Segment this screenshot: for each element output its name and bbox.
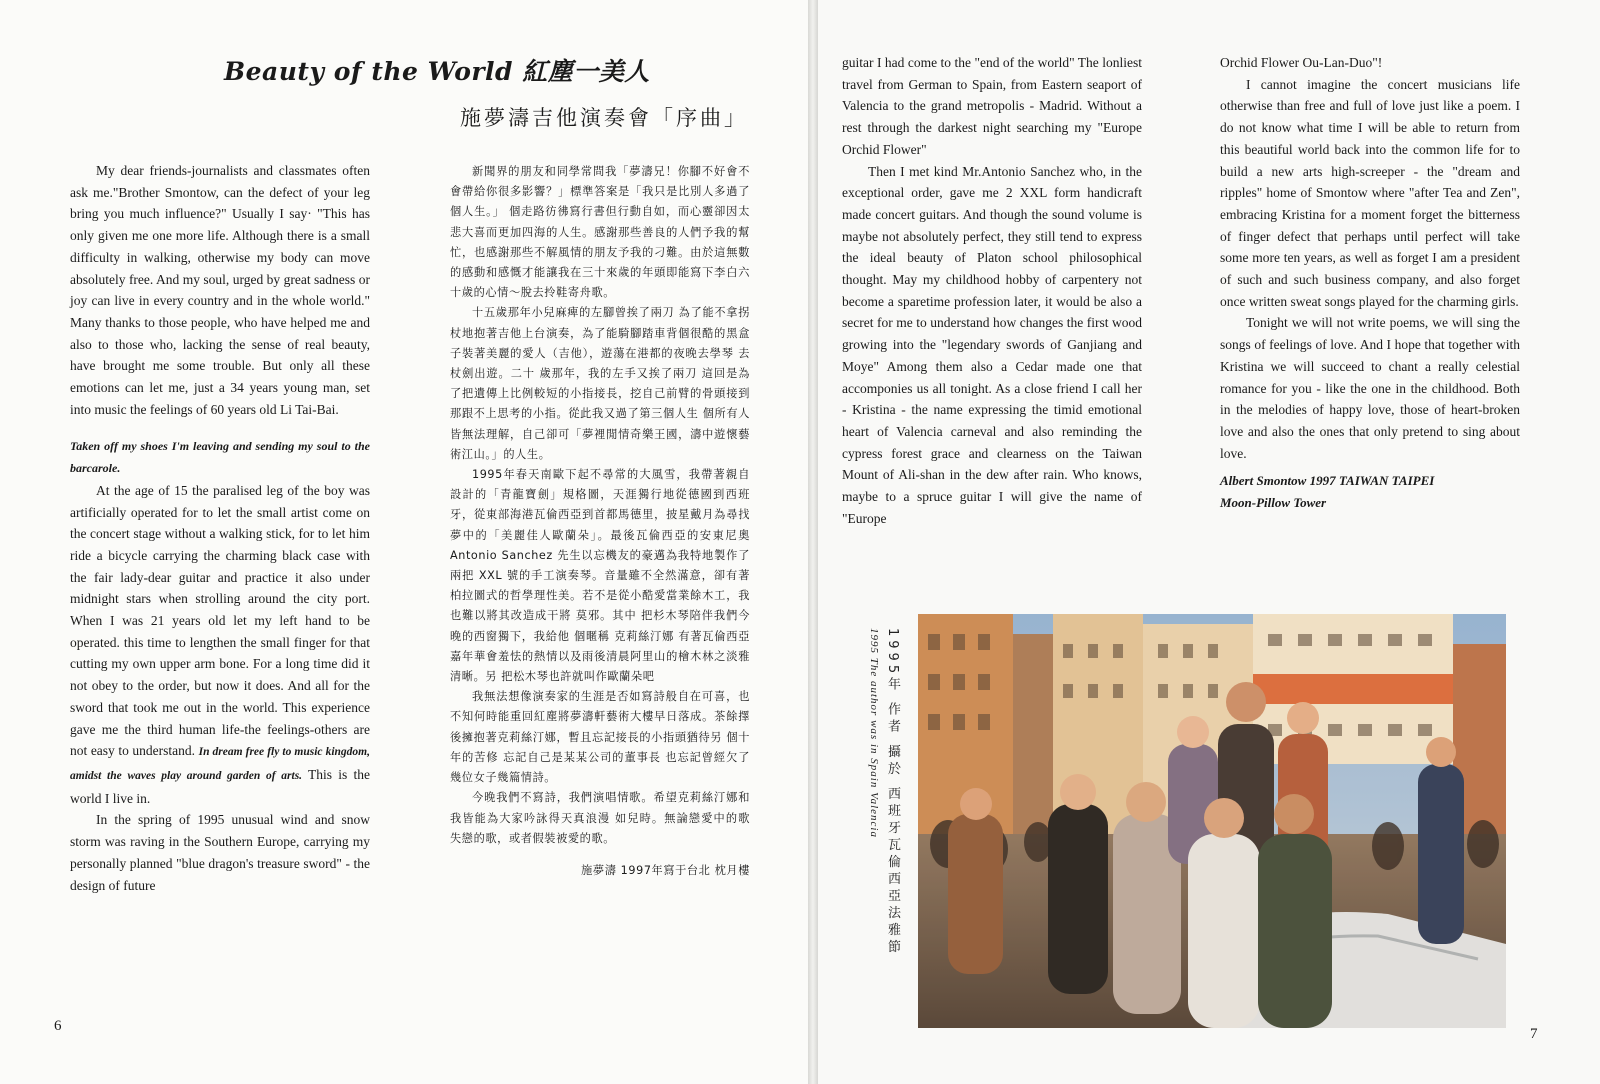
english-paragraph-2-text: At the age of 15 the paralised leg of the boy was artificially operated for to let the small artist come on the concert stage without a walking stick, for to let him ride a bicycle carrying the charming black case with the fair lady-dear guitar and practice it also under midnight stars when strolling around the city port. When I was 21 years old let my left hand to be operated. this time to lengthen the small finger for that cutting my own upper arm bone. For a long time did it not obey to the order, but now it does. And all for the sword that took me out in the world. This experience gave me the third human life-the feelings-others are not easy to understand.: [70, 482, 370, 759]
right-column-2: [1220, 52, 1520, 514]
book-spine: [808, 0, 818, 1084]
signature-line-1: Albert Smontow 1997 TAIWAN TAIPEI: [1220, 473, 1435, 489]
english-paragraph-2-emphasis: In dream free fly to music kingdom, amidst the waves play around garden of arts.: [70, 746, 370, 782]
photo-illustration: [918, 614, 1506, 1028]
english-column: [70, 160, 370, 896]
chinese-signature: 施夢濤 1997年寫于台北 枕月樓: [581, 863, 750, 877]
signature-line-2: Moon-Pillow Tower: [1220, 495, 1327, 511]
page-number-right: 7: [1530, 1026, 1538, 1042]
english-signature: [1220, 470, 1520, 514]
article-title: Beauty of the World 紅塵一美人: [224, 57, 650, 86]
right-paragraph-3: Orchid Flower Ou-Lan-Duo"!: [1220, 55, 1383, 70]
page-number-left: 6: [54, 1018, 62, 1034]
chinese-column: [450, 162, 750, 881]
photo-caption-chinese: 1995年 作者 攝於 西班牙瓦倫西亞法雅節: [885, 628, 900, 957]
chinese-paragraph-4: 我無法想像演奏家的生涯是否如寫詩般自在可喜，也不知何時能重回紅塵將夢濤軒藝術大樓早日落成。茶餘擇後擁抱著克莉絲汀娜，暫且忘記接長的小指頭猶待另 個十年的苦修 忘記自己是某某公司的董事長 也忘記曾經欠了幾位女子幾篇情詩。: [450, 690, 750, 785]
chinese-paragraph-5: 今晚我們不寫詩，我們演唱情歌。希望克莉絲汀娜和我皆能為大家吟詠得天真浪漫 如兒時。無論戀愛中的歌 失戀的歌，或者假裝被愛的歌。: [450, 791, 750, 845]
street-photo: [918, 614, 1506, 1028]
right-paragraph-4: I cannot imagine the concert musicians life otherwise than free and full of love just like a poem. I do not know what time I will be able to return from this beautiful world back into the common life for to build a new arts high-screeper - the "dream and ripples" home of Smontow where "after Tea and Zen", embracing Kristina for a moment forget the bitterness of finger defect that perhaps until perfect will take some more ten years, as well as forget I am a president of such and such business company, and also forget once written sweat songs played for the charming girls.: [1220, 76, 1520, 309]
chinese-paragraph-2: 十五歲那年小兒麻痺的左腳曾挨了兩刀 為了能不拿拐杖地抱著吉他上台演奏，為了能騎腳踏車背個很酷的黑盒子裝著美麗的愛人（吉他），遊蕩在港都的夜晚去學琴 去杖劍出遊。二十 歲那年，我的左手又挨了兩刀 這回是為了把遺傳上比例較短的小指接長，挖自己前臂的骨頭接到那跟不上思考的小指。從此我又過了第三個人生 個所有人皆無法理解，自己卻可「夢裡閒情奇樂王國，濤中遊懷藝術江山。」的人生。: [450, 306, 750, 461]
photo-caption-english: 1995 The author was in Spain Valencia: [868, 628, 880, 838]
chinese-paragraph-3: 1995年春天南歐下起不尋常的大風雪，我帶著親自設計的「青龍寶劍」規格圖，天涯獨行地從德國到西班牙，從東部海港瓦倫西亞到首都馬德里，披星戴月為尋找夢中的「美麗佳人歐蘭朵」。最後瓦倫西亞的安東尼奧 Antonio Sanchez 先生以忘機友的豪邁為我特地製作了兩把 XXL 號的手工演奏琴。音量雖不全然滿意，卻有著柏拉圖式的哲學理性美。若不是從小酷愛當業餘木工，我也難以將其改造成干將 莫邪。其中 把杉木琴陪伴我們今晚的西窗獨下，我給他 個暱稱 克莉絲汀娜 有著瓦倫西亞嘉年華會羞怯的熱情以及雨後清晨阿里山的檜木林之淡雅清晰。另 把松木琴也許就叫作歐蘭朵吧: [450, 468, 750, 684]
english-paragraph-2: [70, 480, 370, 810]
right-paragraph-5: Tonight we will not write poems, we will sing the songs of feelings of love. And I hope that together with Kristina we will succeed to chant a really celestial romance for you - like the one in the childhood. Both in the melodies of happy love, those of heart-broken love and also the ones that only pretend to sing about love.: [1220, 315, 1520, 461]
article-subtitle: 施夢濤吉他演奏會「序曲」: [460, 106, 748, 130]
english-paragraph-1: My dear friends-journalists and classmates often ask me."Brother Smontow, can the defect of your leg bring you much influence?" Usually I say· "This has only given me one more life. Although there is a small difficulty in walking, otherwise my body can move absolutely free. And my soul, urged by great sadness or joy can live in every country and in the whole world." Many thanks to those people, who have helped me and also to those who, lacking the sense of real beauty, have brought me some trouble. But only all these emotions can let me, just a 34 years young man, set into music the feelings of 60 years old Li Tai-Bai.: [70, 163, 370, 417]
english-paragraph-3: In the spring of 1995 unusual wind and snow storm was raving in the Southern Europe, carrying my personally planned "blue dragon's treasure sword" - the design of future: [70, 812, 370, 893]
english-subheading: Taken off my shoes I'm leaving and sending my soul to the barcarole.: [70, 439, 370, 476]
right-column-1: [842, 52, 1142, 529]
warm-tint: [918, 614, 1506, 1028]
right-paragraph-1: guitar I had come to the "end of the world" The lonliest travel from German to Spain, from Eastern seaport of Valencia to the grand metropolis - Madrid. Without a rest through the darkest night searching my "Europe Orchid Flower": [842, 55, 1142, 157]
right-paragraph-2: Then I met kind Mr.Antonio Sanchez who, in the exceptional order, gave me 2 XXL form handicraft made concert guitars. And though the sound volume is maybe not absolutely perfect, they still tend to express the ideal beauty of Platon school philosophical thought. May my childhood hobby of carpentery not become a sparetime profession later, it would be also a secret for me to understand how changes the first wood growing into the "legendary swords of Ganjiang and Moye" Among them also a Cedar made one that accomponies us all tonight. As a close friend I call her - Kristina - the name expressing the timid emotional heart of Valencia carneval and also reminding the cypress forest grace and clearness on the Taiwan Mount of Ali-shan in the dew after rain. Who knows, maybe to a spruce guitar I will give the name of "Europe: [842, 163, 1142, 526]
chinese-paragraph-1: 新聞界的朋友和同學常問我「夢濤兄！你腳不好會不會帶給你很多影響？」標準答案是「我只是比別人多過了 個人生。」 個走路彷彿寫行書但行動自如，而心靈卻因太悲大喜而更加四海的人生。感謝那些善良的人們予我的幫忙，也感謝那些不解風情的朋友予我的刁難。由於這無數的感動和感慨才能讓我在三十來歲的年頭即能寫下李白六十歲的心情～脫去拎鞋寄舟歌。: [450, 165, 750, 300]
english-paragraph-2-end: This is the world I live in.: [70, 766, 370, 806]
